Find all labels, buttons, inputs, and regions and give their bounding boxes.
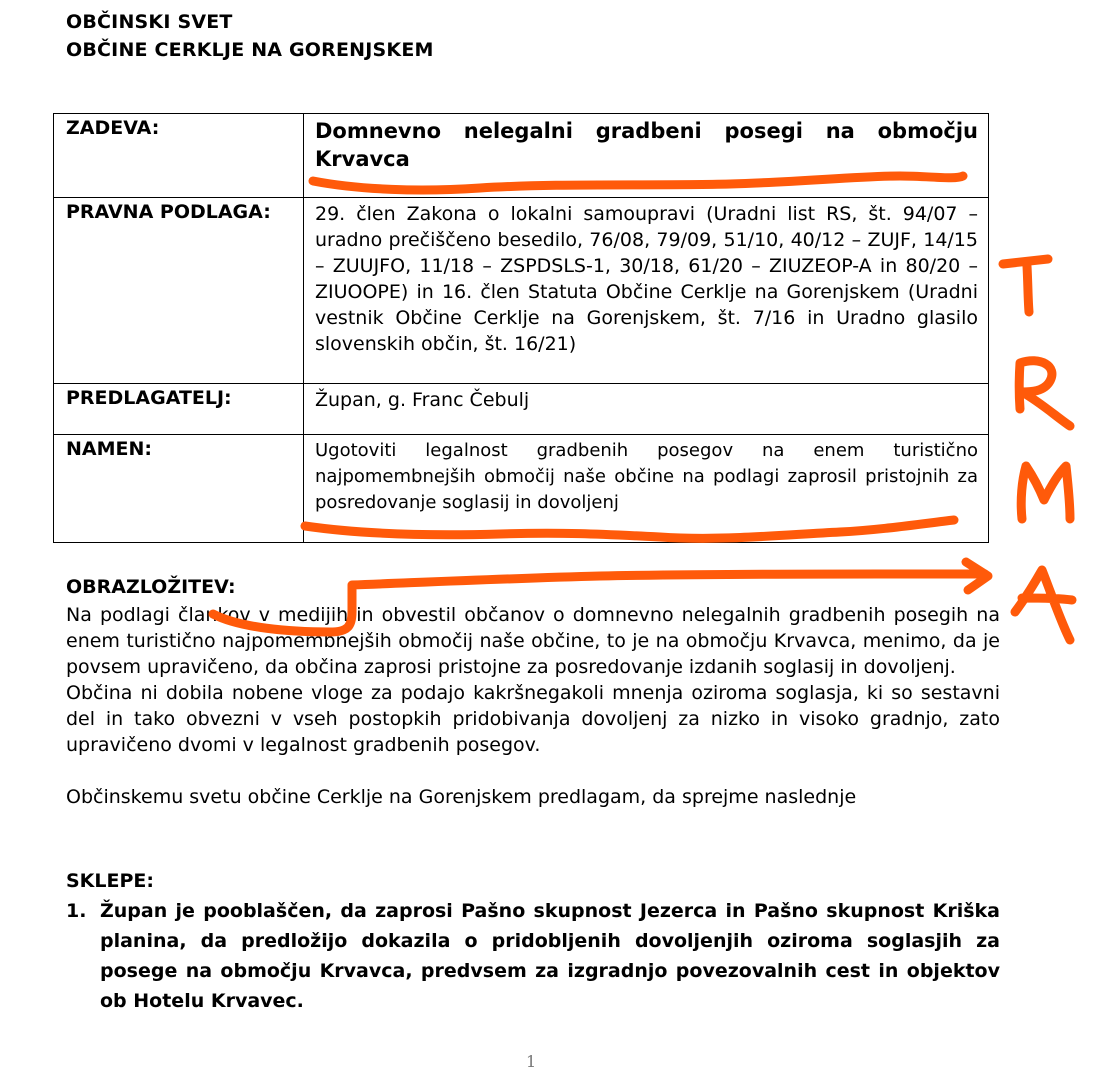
proposer-value: Župan, g. Franc Čebulj — [304, 384, 989, 435]
document-header — [66, 8, 434, 64]
justification-body — [66, 602, 1000, 810]
page-number: 1 — [526, 1052, 537, 1071]
subject-row — [54, 114, 989, 198]
justification-title: OBRAZLOŽITEV: — [66, 576, 236, 598]
proposer-label: PREDLAGATELJ: — [54, 384, 304, 435]
proposal-sentence: Občinskemu svetu občine Cerklje na Gorenjskem predlagam, da sprejme naslednje — [66, 786, 857, 808]
decision-item — [66, 896, 1000, 1016]
justification-paragraph: Na podlagi člankov v medijih in obvestil občanov o domnevno nelegalnih gradbenih posegih na enem turistično najpomembnejših območij naše občine, to je na območju Krvavca, menimo, da je povsem upravičeno, da občina zaprosi pristojne za posredovanje izdanih soglasij in dovoljenj. — [66, 604, 1000, 678]
decision-number: 1. — [66, 900, 87, 922]
arrow-head-mark — [966, 562, 988, 590]
municipality-name: OBČINE CERKLJE NA GORENJSKEM — [66, 39, 434, 61]
decisions-title: SKLEPE: — [66, 870, 154, 892]
purpose-row — [54, 435, 989, 543]
letter-r-mark — [1019, 361, 1070, 426]
decision-text: Župan je pooblaščen, da zaprosi Pašno skupnost Jezerca in Pašno skupnost Kriška planina, da predložijo dokazila o pridobljenih dovoljenjih oziroma soglasjih za posege na območju Krvavca, predvsem za izgradnjo povezovalnih cest in objektov ob Hotelu Krvavec. — [100, 900, 1000, 1012]
decisions-list — [66, 896, 1000, 1016]
document-meta-table — [53, 113, 989, 543]
letter-t-mark — [1003, 259, 1048, 312]
justification-paragraph: Občina ni dobila nobene vloge za podajo kakršnegakoli mnenja oziroma soglasja, ki so sestavni del in tako obvezni v vseh postopkih pridobivanja dovoljenj za nizko in visoko gradnjo, zato upravičeno dvomi v legalnost gradbenih posegov. — [66, 682, 1000, 756]
proposer-row — [54, 384, 989, 435]
subject-value: Domnevno nelegalni gradbeni posegi na območju Krvavca — [315, 119, 978, 171]
legal-basis-row — [54, 198, 989, 384]
legal-basis-value: 29. člen Zakona o lokalni samoupravi (Uradni list RS, št. 94/07 – uradno prečiščeno besedilo, 76/08, 79/09, 51/10, 40/12 – ZUJF, 14/15 – ZUUJFO, 11/18 – ZSPDSLS-1, 30/18, 61/20 – ZIUZEOP-A in 80/20 – ZIUOOPE) in 16. člen Statuta Občine Cerklje na Gorenjskem (Uradni vestnik Občine Cerklje na Gorenjskem, št. 7/16 in Uradno glasilo slovenskih občin, št. 16/21) — [315, 203, 978, 355]
council-name: OBČINSKI SVET — [66, 11, 233, 33]
subject-label: ZADEVA: — [54, 114, 304, 198]
legal-basis-label: PRAVNA PODLAGA: — [54, 198, 304, 384]
purpose-label: NAMEN: — [54, 435, 304, 543]
letter-a-mark — [1015, 570, 1072, 640]
letter-m-mark — [1021, 466, 1070, 519]
purpose-value: Ugotoviti legalnost gradbenih posegov na enem turistično najpomembnejših območij naše občine na podlagi zaprosil pristojnih za posredovanje soglasij in dovoljenj — [315, 440, 978, 513]
